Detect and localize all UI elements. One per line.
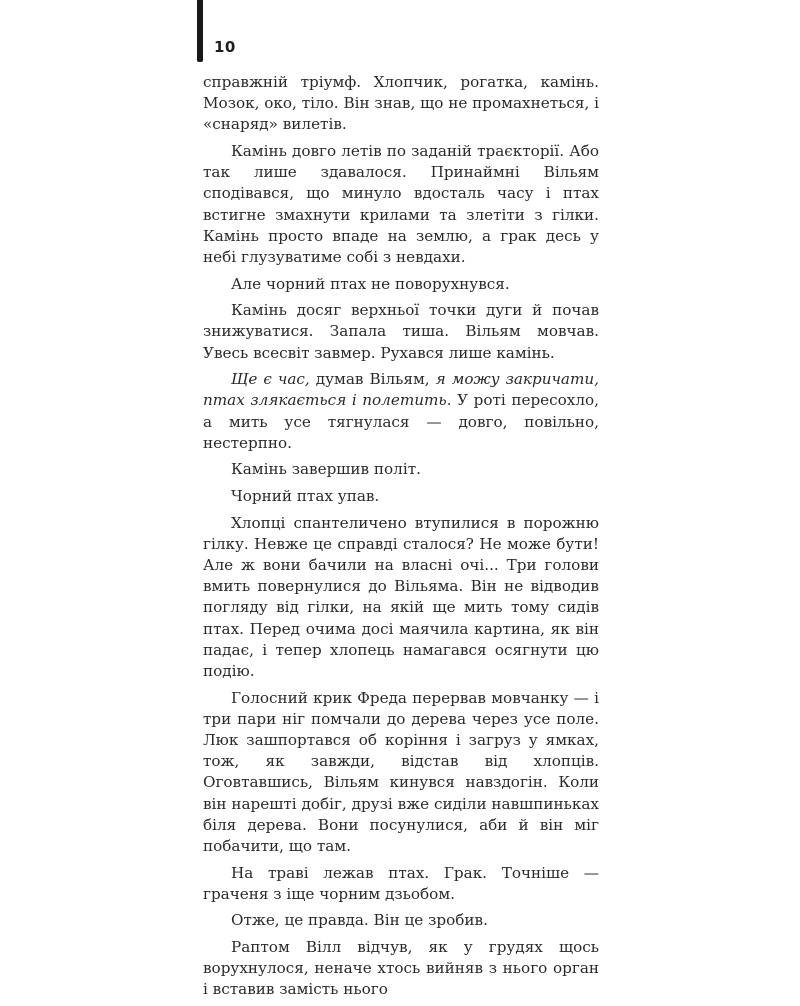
italic-thought: я можу закричати, птах злякається і полетить bbox=[203, 370, 599, 410]
narration: думав Вільям, bbox=[309, 370, 436, 389]
paragraph: Отже, це правда. Він це зробив. bbox=[231, 911, 488, 930]
page-number: 10 bbox=[214, 38, 236, 56]
paragraph: Камінь завершив політ. bbox=[231, 460, 421, 479]
italic-thought: Ще є час, bbox=[231, 370, 310, 389]
paragraph: Камінь довго летів по заданій траєкторії. Або так лише здавалося. Принаймні Вільям сподівався, що минуло вдосталь часу і птах встигне змахнути крилами та злетіти з гілки. Камінь просто впаде на землю, а грак десь у небі глузуватиме собі з невдахи. bbox=[203, 142, 599, 267]
paragraph: Раптом Вілл відчув, як у грудях щось ворухнулося, неначе хтось вийняв з нього орган і вставив замість нього bbox=[203, 938, 599, 999]
paragraph bbox=[203, 369, 599, 454]
body-text bbox=[203, 72, 599, 1006]
paragraph: Але чорний птах не поворухнувся. bbox=[231, 274, 510, 293]
paragraph: Голосний крик Фреда перервав мовчанку — і три пари ніг помчали до дерева через усе поле. Люк зашпортався об коріння і загруз у ямках, тож, як завжди, відстав від хлопців. Оговтавшись, Вільям кинувся навздогін. Коли він нарешті добіг, друзі вже сиділи навшпиньках біля дерева. Вони посунулися, аби й він міг побачити, що там. bbox=[203, 688, 599, 856]
paragraph: справжній тріумф. Хлопчик, рогатка, камінь. Мозок, око, тіло. Він знав, що не промахнеться, і «снаряд» вилетів. bbox=[203, 73, 599, 134]
paragraph: Хлопці спантеличено втупилися в порожню гілку. Невже це справді сталося? Не може бути! Але ж вони бачили на власні очі... Три голови вмить повернулися до Вільяма. Він не відводив погляду від гілки, на якій ще мить тому сидів птах. Перед очима досі маячила картина, як він падає, і тепер хлопець намагався осягнути цю подію. bbox=[203, 513, 599, 681]
paragraph: Камінь досяг верхньої точки дуги й почав знижуватися. Запала тиша. Вільям мовчав. Увесь всесвіт завмер. Рухався лише камінь. bbox=[203, 301, 599, 362]
paragraph: Чорний птах упав. bbox=[231, 487, 380, 505]
paragraph: На траві лежав птах. Грак. Точніше — граченя з іще чорним дзьобом. bbox=[203, 863, 599, 903]
page-edge-mark bbox=[197, 0, 203, 62]
narration: . У роті пересохло, а мить усе тягнулася — довго, повільно, нестерпно. bbox=[203, 391, 599, 452]
